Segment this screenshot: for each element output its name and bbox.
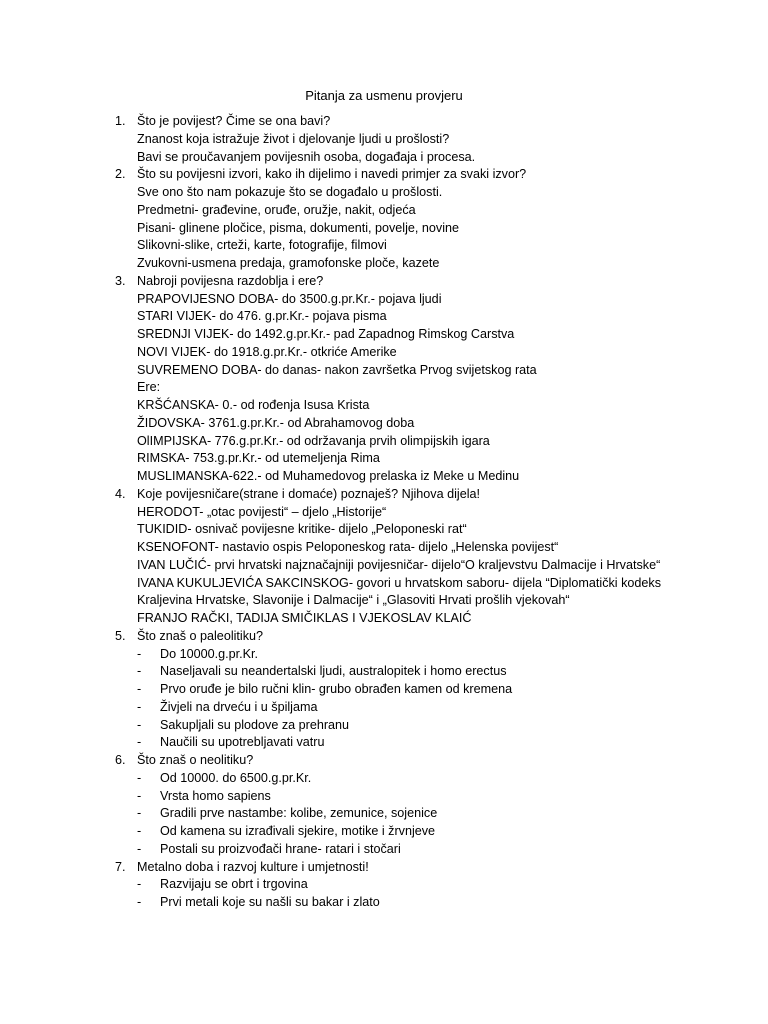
answer-text: Znanost koja istražuje život i djelovanje ljudi u prošlosti? [137,131,450,146]
answer-line [0,220,768,238]
answer-text: STARI VIJEK- do 476. g.pr.Kr.- pojava pisma [137,309,387,324]
answer-line [0,362,768,380]
answer-line [0,504,768,522]
bullet-dash: - [137,806,142,821]
answer-line [0,131,768,149]
answer-text: OlIMPIJSKA- 776.g.pr.Kr.- od održavanja prvih olimpijskih igara [137,433,490,448]
page-title: Pitanja za usmenu provjeru [305,88,463,103]
bullet-text: Naseljavali su neandertalski ljudi, australopitek i homo erectus [160,664,507,679]
answer-line [0,433,768,451]
bullet-dash: - [137,841,142,856]
question-section [0,628,768,752]
question-number: 5. [115,628,126,643]
question-number: 1. [115,114,126,128]
question-section [0,486,768,628]
answer-line [0,202,768,220]
question-number: 4. [115,486,126,501]
answer-line [0,521,768,539]
bullet-item [0,894,768,912]
question-section [0,273,768,486]
bullet-dash: - [137,699,142,714]
bullet-text: Postali su proizvođači hrane- ratari i stočari [160,841,401,856]
answer-line [0,291,768,309]
answer-line [0,326,768,344]
question-section [0,752,768,859]
answer-text: SUVREMENO DOBA- do danas- nakon završetka Prvog svijetskog rata [137,362,537,377]
answer-line [0,557,768,575]
bullet-dash: - [137,877,142,892]
answer-text: Sve ono što nam pokazuje što se događalo u prošlosti. [137,185,443,199]
answer-text: KRŠĆANSKA- 0.- od rođenja Isusa Krista [137,398,370,412]
question-text: Metalno doba i razvoj kulture i umjetnosti! [137,859,369,874]
question-section [0,859,768,912]
answer-text: PRAPOVIJESNO DOBA- do 3500.g.pr.Kr.- pojava ljudi [137,291,442,306]
answer-line [0,468,768,486]
answer-text: HERODOT- „otac povijesti“ – djelo „Historije“ [137,504,387,519]
answer-line [0,255,768,273]
answer-text: Bavi se proučavanjem povijesnih osoba, događaja i procesa. [137,149,476,164]
bullet-text: Sakupljali su plodove za prehranu [160,717,350,732]
bullet-dash: - [137,895,142,909]
bullet-item [0,770,768,788]
bullet-dash: - [137,664,142,679]
bullet-text: Razvijaju se obrt i trgovina [160,877,308,892]
answer-text: KSENOFONT- nastavio ospis Peloponeskog rata- dijelo „Helenska povijest“ [137,540,559,554]
answer-line [0,575,768,593]
bullet-item [0,788,768,806]
question-line [0,859,768,877]
answer-text: IVAN LUČIĆ- prvi hrvatski najznačajniji povijesničar- dijelo“O kraljevstvu Dalmacije i Hrvatske“ [137,557,661,572]
answer-line [0,415,768,433]
answer-text: FRANJO RAČKI, TADIJA SMIČIKLAS I VJEKOSLAV KLAIĆ [137,611,472,625]
question-number: 7. [115,859,126,874]
bullet-text: Naučili su upotrebljavati vatru [160,735,325,750]
answer-text: Slikovni-slike, crteži, karte, fotografije, filmovi [137,238,387,253]
answer-line [0,344,768,362]
bullet-text: Od kamena su izrađivali sjekire, motike i žrvnjeve [160,824,436,838]
answer-line [0,379,768,397]
question-text: Što znaš o neolitiku? [137,753,254,767]
answer-line [0,184,768,202]
question-line [0,166,768,184]
question-line [0,486,768,504]
answer-text: MUSLIMANSKA-622.- od Muhamedovog prelaska iz Meke u Medinu [137,469,520,483]
answer-text: Ere: [137,380,161,395]
bullet-text: Gradili prve nastambe: kolibe, zemunice, sojenice [160,806,438,821]
question-number: 2. [115,167,126,182]
bullet-text: Prvo oruđe je bilo ručni klin- grubo obrađen kamen od kremena [160,682,513,696]
bullet-dash: - [137,788,142,803]
bullet-item [0,699,768,717]
answer-line [0,397,768,415]
question-line [0,628,768,646]
bullet-dash: - [137,682,142,696]
bullet-dash: - [137,770,142,785]
bullet-item [0,876,768,894]
bullet-item [0,823,768,841]
bullet-text: Živjeli na drveću i u špiljama [160,699,318,714]
bullet-text: Od 10000. do 6500.g.pr.Kr. [160,770,312,785]
answer-text: Predmetni- građevine, oruđe, oružje, nakit, odjeća [137,202,416,217]
bullet-text: Prvi metali koje su našli su bakar i zlato [160,895,380,909]
answer-text: NOVI VIJEK- do 1918.g.pr.Kr.- otkriće Amerike [137,344,397,359]
question-section [0,113,768,166]
question-number: 3. [115,273,126,288]
bullet-item [0,646,768,664]
question-line [0,273,768,291]
answer-text: RIMSKA- 753.g.pr.Kr.- od utemeljenja Rima [137,451,380,466]
question-number: 6. [115,753,126,767]
answer-line [0,149,768,167]
bullet-item [0,681,768,699]
answer-text: Zvukovni-usmena predaja, gramofonske ploče, kazete [137,256,440,270]
answer-line [0,450,768,468]
question-section [0,166,768,273]
question-line [0,113,768,131]
question-text: Što je povijest? Čime se ona bavi? [137,114,331,128]
answer-text: TUKIDID- osnivač povijesne kritike- dijelo „Peloponeski rat“ [137,522,467,537]
bullet-text: Vrsta homo sapiens [160,788,271,803]
answer-line [0,237,768,255]
question-line [0,752,768,770]
answer-text: Pisani- glinene pločice, pisma, dokumenti, povelje, novine [137,220,460,235]
answer-text: Kraljevina Hrvatske, Slavonije i Dalmacije“ i „Glasoviti Hrvati prošlih vjekovah“ [137,593,570,608]
answer-line [0,308,768,326]
answer-line [0,592,768,610]
bullet-text: Do 10000.g.pr.Kr. [160,646,259,661]
bullet-dash: - [137,717,142,732]
answer-line [0,610,768,628]
bullet-dash: - [137,735,142,750]
answer-line [0,539,768,557]
question-text: Nabroji povijesna razdoblja i ere? [137,273,324,288]
question-text: Što su povijesni izvori, kako ih dijelimo i navedi primjer za svaki izvor? [137,167,527,182]
answer-text: IVANA KUKULJEVIĆA SAKCINSKOG- govori u hrvatskom saboru- dijela “Diplomatički kodeks [137,575,661,590]
bullet-item [0,734,768,752]
question-text: Koje povijesničare(strane i domaće) poznaješ? Njihova dijela! [137,486,481,501]
bullet-item [0,663,768,681]
bullet-dash: - [137,824,142,838]
question-list [0,113,768,912]
question-text: Što znaš o paleolitiku? [137,628,264,643]
bullet-item [0,841,768,859]
bullet-dash: - [137,646,142,661]
answer-text: ŽIDOVSKA- 3761.g.pr.Kr.- od Abrahamovog doba [137,415,415,430]
answer-text: SREDNJI VIJEK- do 1492.g.pr.Kr.- pad Zapadnog Rimskog Carstva [137,327,515,341]
bullet-item [0,805,768,823]
bullet-item [0,717,768,735]
